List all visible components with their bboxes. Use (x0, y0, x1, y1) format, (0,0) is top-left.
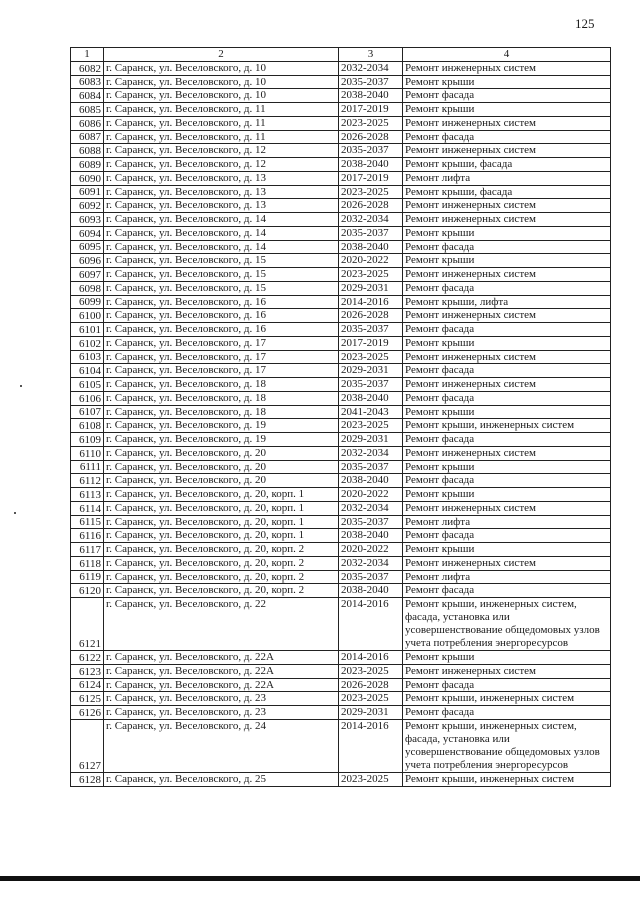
repair-schedule-table (70, 47, 611, 787)
address-cell: г. Саранск, ул. Веселовского, д. 14 (104, 240, 339, 254)
table-row (71, 336, 611, 350)
row-number: 6111 (71, 460, 104, 474)
row-number: 6123 (71, 664, 104, 678)
work-type-cell: Ремонт фасада (403, 281, 611, 295)
scan-edge-bar (0, 876, 640, 881)
row-number: 6101 (71, 323, 104, 337)
page-number: 125 (575, 16, 595, 31)
years-cell: 2023-2025 (339, 692, 403, 706)
years-cell: 2020-2022 (339, 488, 403, 502)
row-number: 6098 (71, 281, 104, 295)
row-number: 6127 (71, 719, 104, 772)
row-number: 6121 (71, 598, 104, 651)
table-row (71, 651, 611, 665)
years-cell: 2041-2043 (339, 405, 403, 419)
work-type-cell: Ремонт фасада (403, 474, 611, 488)
address-cell: г. Саранск, ул. Веселовского, д. 20, корп. 1 (104, 488, 339, 502)
work-type-cell: Ремонт инженерных систем (403, 144, 611, 158)
years-cell: 2020-2022 (339, 543, 403, 557)
work-type-cell: Ремонт крыши, инженерных систем (403, 692, 611, 706)
row-number: 6122 (71, 651, 104, 665)
table-row (71, 772, 611, 786)
work-type-cell: Ремонт инженерных систем (403, 309, 611, 323)
work-type-cell: Ремонт крыши, лифта (403, 295, 611, 309)
years-cell: 2035-2037 (339, 378, 403, 392)
table-row (71, 488, 611, 502)
address-cell: г. Саранск, ул. Веселовского, д. 10 (104, 61, 339, 75)
years-cell: 2029-2031 (339, 281, 403, 295)
address-cell: г. Саранск, ул. Веселовского, д. 15 (104, 268, 339, 282)
work-type-cell: Ремонт крыши (403, 460, 611, 474)
row-number: 6107 (71, 405, 104, 419)
table-row (71, 405, 611, 419)
address-cell: г. Саранск, ул. Веселовского, д. 14 (104, 226, 339, 240)
row-number: 6087 (71, 130, 104, 144)
years-cell: 2017-2019 (339, 103, 403, 117)
address-cell: г. Саранск, ул. Веселовского, д. 20 (104, 460, 339, 474)
address-cell: г. Саранск, ул. Веселовского, д. 22 (104, 598, 339, 651)
row-number: 6088 (71, 144, 104, 158)
row-number: 6120 (71, 584, 104, 598)
table-row (71, 281, 611, 295)
years-cell: 2020-2022 (339, 254, 403, 268)
work-type-cell: Ремонт фасада (403, 529, 611, 543)
row-number: 6128 (71, 772, 104, 786)
row-number: 6126 (71, 706, 104, 720)
table-header-row (71, 48, 611, 62)
row-number: 6082 (71, 61, 104, 75)
years-cell: 2029-2031 (339, 706, 403, 720)
scan-speck (20, 385, 22, 387)
work-type-cell: Ремонт инженерных систем (403, 446, 611, 460)
years-cell: 2032-2034 (339, 501, 403, 515)
work-type-cell: Ремонт крыши (403, 543, 611, 557)
years-cell: 2014-2016 (339, 598, 403, 651)
work-type-cell: Ремонт инженерных систем (403, 556, 611, 570)
work-type-cell: Ремонт крыши, инженерных систем (403, 419, 611, 433)
work-type-cell: Ремонт фасада (403, 323, 611, 337)
work-type-cell: Ремонт крыши (403, 226, 611, 240)
work-type-cell: Ремонт крыши (403, 254, 611, 268)
years-cell: 2014-2016 (339, 719, 403, 772)
table-row (71, 103, 611, 117)
address-cell: г. Саранск, ул. Веселовского, д. 22А (104, 678, 339, 692)
table-row (71, 664, 611, 678)
address-cell: г. Саранск, ул. Веселовского, д. 16 (104, 309, 339, 323)
years-cell: 2035-2037 (339, 515, 403, 529)
years-cell: 2035-2037 (339, 570, 403, 584)
address-cell: г. Саранск, ул. Веселовского, д. 19 (104, 433, 339, 447)
address-cell: г. Саранск, ул. Веселовского, д. 14 (104, 213, 339, 227)
table-row (71, 598, 611, 651)
table-row (71, 309, 611, 323)
column-header: 4 (403, 48, 611, 62)
work-type-cell: Ремонт инженерных систем (403, 664, 611, 678)
years-cell: 2023-2025 (339, 664, 403, 678)
address-cell: г. Саранск, ул. Веселовского, д. 20 (104, 474, 339, 488)
work-type-cell: Ремонт крыши, фасада (403, 158, 611, 172)
years-cell: 2035-2037 (339, 75, 403, 89)
row-number: 6115 (71, 515, 104, 529)
table-row (71, 364, 611, 378)
years-cell: 2017-2019 (339, 336, 403, 350)
address-cell: г. Саранск, ул. Веселовского, д. 20, корп. 2 (104, 543, 339, 557)
work-type-cell: Ремонт крыши (403, 405, 611, 419)
work-type-cell: Ремонт фасада (403, 706, 611, 720)
address-cell: г. Саранск, ул. Веселовского, д. 18 (104, 378, 339, 392)
address-cell: г. Саранск, ул. Веселовского, д. 22А (104, 664, 339, 678)
table-row (71, 570, 611, 584)
row-number: 6083 (71, 75, 104, 89)
address-cell: г. Саранск, ул. Веселовского, д. 17 (104, 364, 339, 378)
row-number: 6119 (71, 570, 104, 584)
years-cell: 2026-2028 (339, 678, 403, 692)
row-number: 6117 (71, 543, 104, 557)
address-cell: г. Саранск, ул. Веселовского, д. 18 (104, 405, 339, 419)
work-type-cell: Ремонт фасада (403, 89, 611, 103)
row-number: 6114 (71, 501, 104, 515)
years-cell: 2023-2025 (339, 350, 403, 364)
address-cell: г. Саранск, ул. Веселовского, д. 20, корп. 2 (104, 570, 339, 584)
years-cell: 2017-2019 (339, 171, 403, 185)
table-row (71, 719, 611, 772)
table-row (71, 678, 611, 692)
address-cell: г. Саранск, ул. Веселовского, д. 20, корп. 1 (104, 501, 339, 515)
years-cell: 2014-2016 (339, 651, 403, 665)
table-body (71, 61, 611, 786)
work-type-cell: Ремонт крыши (403, 103, 611, 117)
work-type-cell: Ремонт лифта (403, 570, 611, 584)
work-type-cell: Ремонт инженерных систем (403, 213, 611, 227)
table-row (71, 61, 611, 75)
work-type-cell: Ремонт крыши, фасада (403, 185, 611, 199)
address-cell: г. Саранск, ул. Веселовского, д. 15 (104, 254, 339, 268)
work-type-cell: Ремонт фасада (403, 391, 611, 405)
years-cell: 2038-2040 (339, 474, 403, 488)
row-number: 6125 (71, 692, 104, 706)
table-row (71, 171, 611, 185)
address-cell: г. Саранск, ул. Веселовского, д. 13 (104, 185, 339, 199)
row-number: 6091 (71, 185, 104, 199)
work-type-cell: Ремонт крыши (403, 488, 611, 502)
address-cell: г. Саранск, ул. Веселовского, д. 11 (104, 116, 339, 130)
row-number: 6109 (71, 433, 104, 447)
years-cell: 2029-2031 (339, 433, 403, 447)
work-type-cell: Ремонт инженерных систем (403, 61, 611, 75)
work-type-cell: Ремонт фасада (403, 678, 611, 692)
table-row (71, 446, 611, 460)
years-cell: 2032-2034 (339, 213, 403, 227)
table-row (71, 706, 611, 720)
years-cell: 2035-2037 (339, 226, 403, 240)
address-cell: г. Саранск, ул. Веселовского, д. 16 (104, 323, 339, 337)
table-row (71, 323, 611, 337)
row-number: 6092 (71, 199, 104, 213)
table-row (71, 75, 611, 89)
row-number: 6084 (71, 89, 104, 103)
address-cell: г. Саранск, ул. Веселовского, д. 20 (104, 446, 339, 460)
address-cell: г. Саранск, ул. Веселовского, д. 15 (104, 281, 339, 295)
years-cell: 2035-2037 (339, 323, 403, 337)
address-cell: г. Саранск, ул. Веселовского, д. 19 (104, 419, 339, 433)
table-row (71, 556, 611, 570)
row-number: 6108 (71, 419, 104, 433)
address-cell: г. Саранск, ул. Веселовского, д. 11 (104, 130, 339, 144)
years-cell: 2023-2025 (339, 185, 403, 199)
table-row (71, 474, 611, 488)
years-cell: 2023-2025 (339, 268, 403, 282)
table-row (71, 226, 611, 240)
table-row (71, 116, 611, 130)
table-row (71, 199, 611, 213)
row-number: 6102 (71, 336, 104, 350)
work-type-cell: Ремонт фасада (403, 130, 611, 144)
years-cell: 2023-2025 (339, 116, 403, 130)
work-type-cell: Ремонт крыши (403, 75, 611, 89)
years-cell: 2038-2040 (339, 158, 403, 172)
row-number: 6104 (71, 364, 104, 378)
table-row (71, 254, 611, 268)
address-cell: г. Саранск, ул. Веселовского, д. 12 (104, 158, 339, 172)
table-row (71, 185, 611, 199)
table-row (71, 213, 611, 227)
table-row (71, 501, 611, 515)
years-cell: 2038-2040 (339, 584, 403, 598)
table-row (71, 460, 611, 474)
row-number: 6103 (71, 350, 104, 364)
years-cell: 2035-2037 (339, 460, 403, 474)
address-cell: г. Саранск, ул. Веселовского, д. 23 (104, 692, 339, 706)
address-cell: г. Саранск, ул. Веселовского, д. 24 (104, 719, 339, 772)
years-cell: 2038-2040 (339, 89, 403, 103)
work-type-cell: Ремонт лифта (403, 171, 611, 185)
address-cell: г. Саранск, ул. Веселовского, д. 13 (104, 199, 339, 213)
table-row (71, 350, 611, 364)
table-row (71, 378, 611, 392)
address-cell: г. Саранск, ул. Веселовского, д. 20, корп. 1 (104, 515, 339, 529)
row-number: 6099 (71, 295, 104, 309)
row-number: 6116 (71, 529, 104, 543)
row-number: 6094 (71, 226, 104, 240)
row-number: 6090 (71, 171, 104, 185)
row-number: 6106 (71, 391, 104, 405)
work-type-cell: Ремонт фасада (403, 584, 611, 598)
address-cell: г. Саранск, ул. Веселовского, д. 22А (104, 651, 339, 665)
address-cell: г. Саранск, ул. Веселовского, д. 18 (104, 391, 339, 405)
table-row (71, 692, 611, 706)
work-type-cell: Ремонт крыши, инженерных систем, фасада, установка или усовершенствование общедомовых узлов учета потребления энергоресурсов (403, 598, 611, 651)
address-cell: г. Саранск, ул. Веселовского, д. 20, корп. 2 (104, 556, 339, 570)
address-cell: г. Саранск, ул. Веселовского, д. 20, корп. 1 (104, 529, 339, 543)
work-type-cell: Ремонт инженерных систем (403, 501, 611, 515)
scan-speck (14, 512, 16, 514)
years-cell: 2032-2034 (339, 61, 403, 75)
address-cell: г. Саранск, ул. Веселовского, д. 10 (104, 89, 339, 103)
address-cell: г. Саранск, ул. Веселовского, д. 17 (104, 350, 339, 364)
years-cell: 2023-2025 (339, 419, 403, 433)
row-number: 6110 (71, 446, 104, 460)
table-row (71, 433, 611, 447)
row-number: 6112 (71, 474, 104, 488)
work-type-cell: Ремонт фасада (403, 433, 611, 447)
years-cell: 2032-2034 (339, 446, 403, 460)
years-cell: 2026-2028 (339, 199, 403, 213)
row-number: 6096 (71, 254, 104, 268)
years-cell: 2032-2034 (339, 556, 403, 570)
table-row (71, 268, 611, 282)
work-type-cell: Ремонт крыши (403, 651, 611, 665)
years-cell: 2014-2016 (339, 295, 403, 309)
years-cell: 2038-2040 (339, 391, 403, 405)
table-row (71, 419, 611, 433)
row-number: 6105 (71, 378, 104, 392)
column-header: 2 (104, 48, 339, 62)
work-type-cell: Ремонт инженерных систем (403, 116, 611, 130)
table-row (71, 89, 611, 103)
work-type-cell: Ремонт инженерных систем (403, 350, 611, 364)
row-number: 6113 (71, 488, 104, 502)
years-cell: 2023-2025 (339, 772, 403, 786)
row-number: 6100 (71, 309, 104, 323)
table-row (71, 543, 611, 557)
years-cell: 2038-2040 (339, 240, 403, 254)
table-row (71, 515, 611, 529)
row-number: 6093 (71, 213, 104, 227)
years-cell: 2026-2028 (339, 130, 403, 144)
address-cell: г. Саранск, ул. Веселовского, д. 13 (104, 171, 339, 185)
table-row (71, 144, 611, 158)
address-cell: г. Саранск, ул. Веселовского, д. 11 (104, 103, 339, 117)
work-type-cell: Ремонт инженерных систем (403, 199, 611, 213)
row-number: 6089 (71, 158, 104, 172)
work-type-cell: Ремонт крыши (403, 336, 611, 350)
address-cell: г. Саранск, ул. Веселовского, д. 17 (104, 336, 339, 350)
row-number: 6085 (71, 103, 104, 117)
work-type-cell: Ремонт инженерных систем (403, 268, 611, 282)
work-type-cell: Ремонт фасада (403, 240, 611, 254)
table-row (71, 240, 611, 254)
table-row (71, 391, 611, 405)
row-number: 6095 (71, 240, 104, 254)
table-row (71, 584, 611, 598)
years-cell: 2029-2031 (339, 364, 403, 378)
work-type-cell: Ремонт инженерных систем (403, 378, 611, 392)
row-number: 6124 (71, 678, 104, 692)
table-row (71, 130, 611, 144)
table-row (71, 529, 611, 543)
years-cell: 2026-2028 (339, 309, 403, 323)
years-cell: 2035-2037 (339, 144, 403, 158)
column-header: 1 (71, 48, 104, 62)
years-cell: 2038-2040 (339, 529, 403, 543)
work-type-cell: Ремонт крыши, инженерных систем (403, 772, 611, 786)
work-type-cell: Ремонт фасада (403, 364, 611, 378)
address-cell: г. Саранск, ул. Веселовского, д. 10 (104, 75, 339, 89)
work-type-cell: Ремонт крыши, инженерных систем, фасада, установка или усовершенствование общедомовых узлов учета потребления энергоресурсов (403, 719, 611, 772)
row-number: 6118 (71, 556, 104, 570)
column-header: 3 (339, 48, 403, 62)
address-cell: г. Саранск, ул. Веселовского, д. 12 (104, 144, 339, 158)
address-cell: г. Саранск, ул. Веселовского, д. 23 (104, 706, 339, 720)
table-row (71, 295, 611, 309)
table-row (71, 158, 611, 172)
address-cell: г. Саранск, ул. Веселовского, д. 20, корп. 2 (104, 584, 339, 598)
row-number: 6097 (71, 268, 104, 282)
address-cell: г. Саранск, ул. Веселовского, д. 16 (104, 295, 339, 309)
work-type-cell: Ремонт лифта (403, 515, 611, 529)
row-number: 6086 (71, 116, 104, 130)
address-cell: г. Саранск, ул. Веселовского, д. 25 (104, 772, 339, 786)
